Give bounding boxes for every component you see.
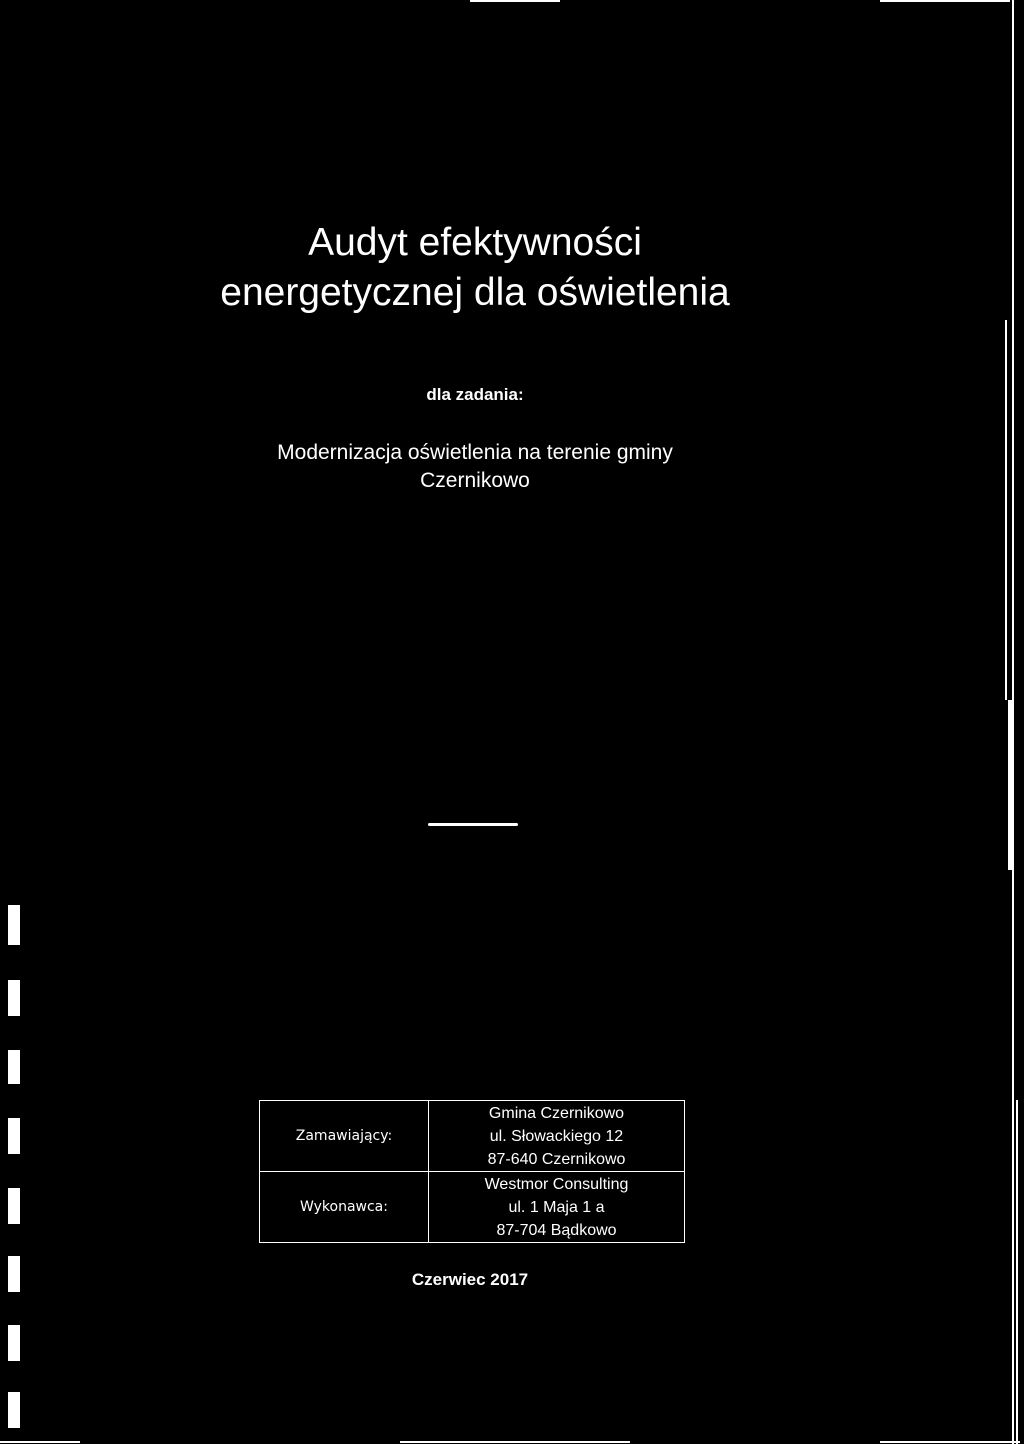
binding-mark (8, 1325, 20, 1361)
decorative-dash (428, 823, 518, 826)
task-line-2: Czernikowo (420, 469, 530, 492)
client-label: Zamawiający: (260, 1101, 429, 1172)
contractor-label: Wykonawca: (260, 1172, 429, 1243)
client-row (260, 1101, 685, 1172)
binding-mark (8, 1256, 20, 1292)
scan-edge (1008, 700, 1012, 870)
title (0, 218, 950, 318)
binding-mark (8, 1118, 20, 1154)
contractor-name: Westmor Consulting (484, 1175, 629, 1193)
task-description (0, 439, 950, 495)
scan-line (400, 1441, 630, 1443)
binding-mark (8, 1188, 20, 1224)
binding-mark (8, 1050, 20, 1084)
scan-line (0, 1441, 80, 1443)
scan-edge (1012, 0, 1014, 1444)
scan-line (470, 0, 560, 2)
client-city: 87-640 Czernikowo (487, 1150, 626, 1168)
binding-mark (8, 1392, 20, 1428)
scan-edge (1005, 320, 1007, 700)
contractor-details (429, 1172, 685, 1243)
info-table (259, 1100, 685, 1243)
scan-line (880, 1441, 1020, 1443)
scan-line (880, 0, 1010, 2)
contractor-street: ul. 1 Maja 1 a (508, 1198, 605, 1216)
contractor-city: 87-704 Bądkowo (496, 1221, 617, 1239)
client-name: Gmina Czernikowo (488, 1104, 625, 1122)
binding-mark (8, 980, 20, 1016)
document-date: Czerwiec 2017 (411, 1270, 529, 1289)
binding-mark (8, 905, 20, 945)
title-line-1: Audyt efektywności (308, 221, 642, 264)
client-details (429, 1101, 685, 1172)
contractor-row (260, 1172, 685, 1243)
title-line-2: energetycznej dla oświetlenia (220, 271, 730, 314)
scan-edge (1016, 1100, 1018, 1444)
client-street: ul. Słowackiego 12 (489, 1127, 624, 1145)
task-line-1: Modernizacja oświetlenia na terenie gminy (277, 441, 673, 464)
subtitle: dla zadania: (426, 385, 524, 404)
